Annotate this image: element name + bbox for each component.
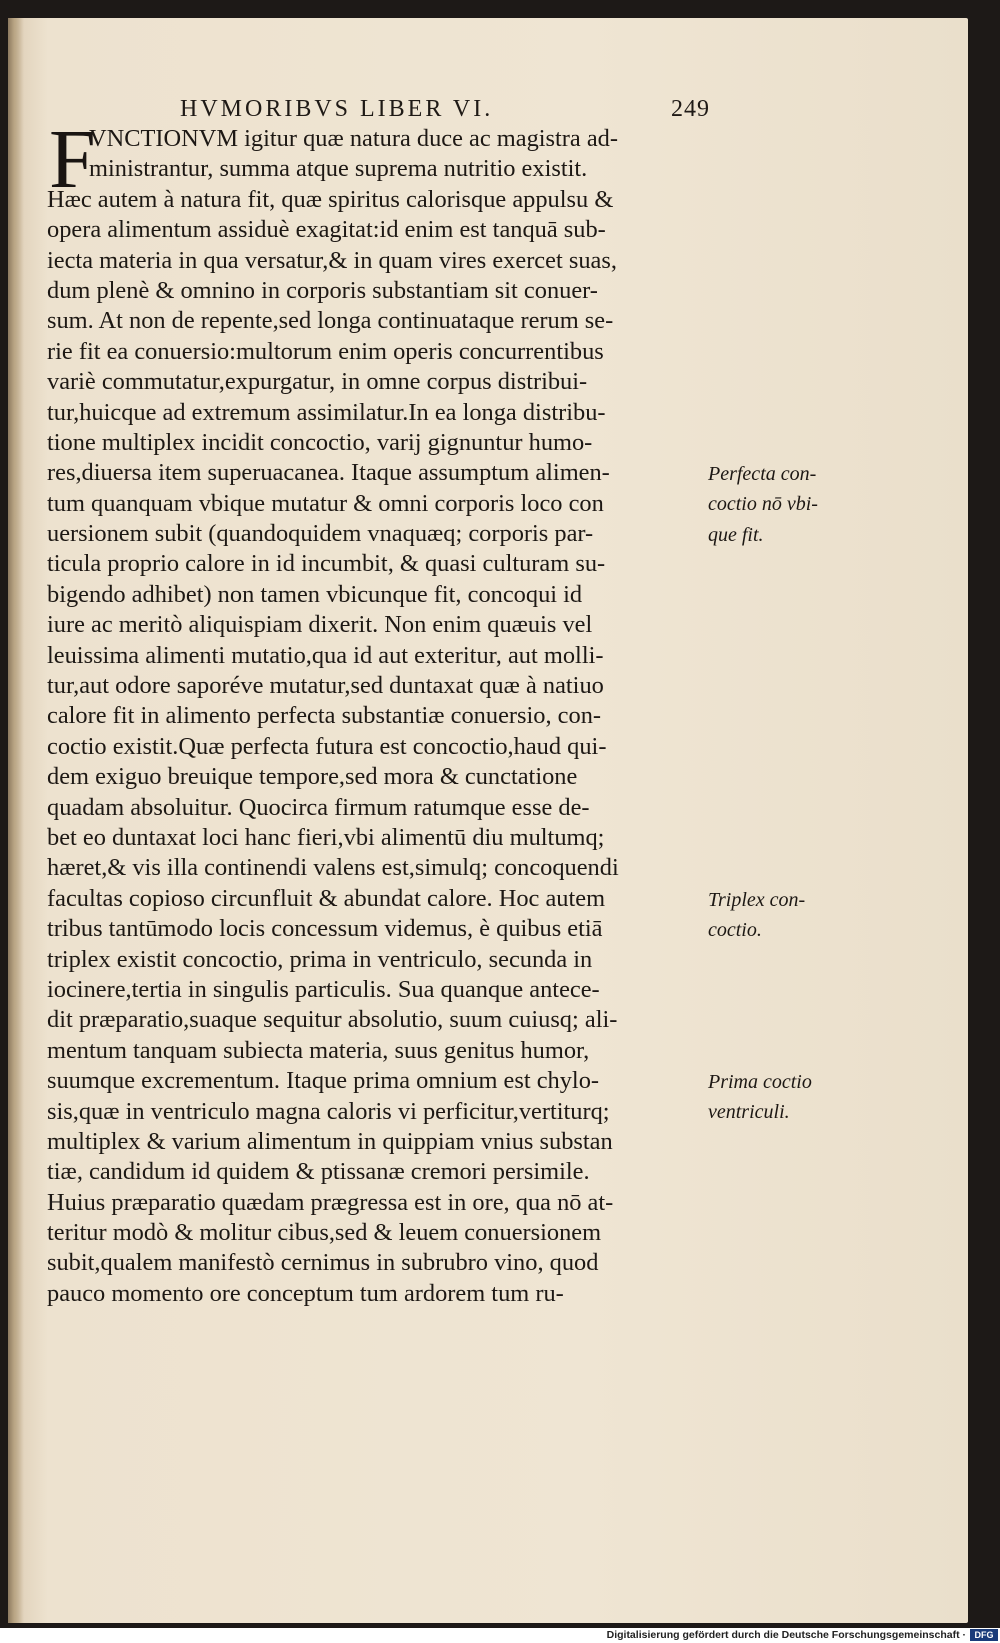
marginal-note bbox=[708, 1067, 868, 1128]
marginal-note-line: Perfecta con- bbox=[708, 463, 817, 485]
text-line: dit præparatio,suaque sequitur absolutio, suum cuiusq; ali- bbox=[47, 1006, 618, 1034]
text-line: tur,huicque ad extremum assimilatur.In ea longa distribu- bbox=[47, 398, 606, 426]
running-header bbox=[180, 92, 710, 126]
text-line: Hæc autem à natura fit, quæ spiritus calorisque appulsu & bbox=[47, 185, 614, 213]
text-line: variè commutatur,expurgatur, in omne corpus distribui- bbox=[47, 368, 588, 396]
running-title: HVMORIBVS LIBER VI. bbox=[180, 96, 494, 122]
marginal-note-line: que fit. bbox=[708, 523, 764, 546]
text-line: hæret,& vis illa continendi valens est,simulq; concoquendi bbox=[47, 854, 619, 882]
text-line: Huius præparatio quædam prægressa est in ore, qua nō at- bbox=[47, 1188, 614, 1216]
funding-credit: Digitalisierung gefördert durch die Deutsche Forschungsgemeinschaft · bbox=[606, 1629, 966, 1641]
text-line: sum. At non de repente,sed longa continuataque rerum se- bbox=[47, 307, 614, 335]
text-line: tiæ, candidum id quidem & ptissanæ cremori persimile. bbox=[47, 1158, 590, 1186]
text-line: subit,qualem manifestò cernimus in subrubro vino, quod bbox=[47, 1249, 599, 1277]
text-line: opera alimentum assiduè exagitat:id enim est tanquā sub- bbox=[47, 216, 606, 244]
drop-cap-initial: F bbox=[49, 113, 96, 206]
marginal-note-line: coctio. bbox=[708, 919, 762, 942]
text-line: res,diuersa item superuacanea. Itaque assumptum alimen- bbox=[47, 459, 610, 487]
marginal-note-line: coctio nō vbi- bbox=[708, 493, 818, 516]
text-line: tione multiplex incidit concoctio, varij gignuntur humo- bbox=[47, 428, 593, 456]
text-line: VNCTIONVM igitur quæ natura duce ac magistra ad- bbox=[89, 125, 618, 152]
text-line: tum quanquam vbique mutatur & omni corporis loco con bbox=[47, 489, 604, 517]
text-line: iecta materia in qua versatur,& in quam vires exercet suas, bbox=[47, 246, 617, 274]
text-line: coctio existit.Quæ perfecta futura est concoctio,haud qui- bbox=[47, 732, 607, 760]
text-line: sis,quæ in ventriculo magna caloris vi perficitur,vertiturq; bbox=[47, 1097, 610, 1125]
text-line: multiplex & varium alimentum in quippiam vnius substan bbox=[47, 1127, 613, 1155]
text-line: leuissima alimenti mutatio,qua id aut exteritur, aut molli- bbox=[47, 641, 604, 669]
text-line: bigendo adhibet) non tamen vbicunque fit, concoqui id bbox=[47, 580, 583, 608]
text-line: suumque excrementum. Itaque prima omnium est chylo- bbox=[47, 1067, 600, 1095]
main-text-block bbox=[47, 113, 697, 1309]
text-line: iocinere,tertia in singulis particulis. Sua quanque antece- bbox=[47, 975, 600, 1003]
marginal-note-line: ventriculi. bbox=[708, 1101, 790, 1124]
text-line: bet eo duntaxat loci hanc fieri,vbi alimentū diu multumq; bbox=[47, 823, 605, 851]
marginal-note bbox=[708, 885, 868, 946]
text-line: uersionem subit (quandoquidem vnaquæq; corporis par- bbox=[47, 520, 594, 548]
text-line: mentum tanquam subiecta materia, suus genitus humor, bbox=[47, 1036, 590, 1064]
text-line: dem exiguo breuique tempore,sed mora & cunctatione bbox=[47, 763, 578, 791]
dfg-logo: DFG bbox=[970, 1629, 998, 1641]
marginal-note bbox=[708, 459, 868, 550]
text-line: dum plenè & omnino in corporis substantiam sit conuer- bbox=[47, 276, 598, 304]
text-line: tribus tantūmodo locis concessum videmus, è quibus etiā bbox=[47, 915, 603, 943]
page-number: 249 bbox=[671, 96, 710, 122]
text-line: quadam absoluitur. Quocirca firmum ratumque esse de- bbox=[47, 793, 590, 821]
digitization-footer bbox=[0, 1628, 1000, 1643]
text-line: ministrantur, summa atque suprema nutritio existit. bbox=[89, 155, 588, 183]
marginal-note-line: Triplex con- bbox=[708, 889, 806, 911]
text-line: pauco momento ore conceptum tum ardorem tum ru- bbox=[47, 1279, 564, 1307]
marginal-note-line: Prima coctio bbox=[708, 1071, 812, 1093]
text-line: teritur modò & molitur cibus,sed & leuem conuersionem bbox=[47, 1219, 602, 1247]
text-line: facultas copioso circunfluit & abundat calore. Hoc autem bbox=[47, 884, 606, 912]
text-line: triplex existit concoctio, prima in ventriculo, secunda in bbox=[47, 945, 593, 973]
page-gutter-shadow bbox=[8, 18, 24, 1623]
text-line: iure ac meritò aliquispiam dixerit. Non enim quæuis vel bbox=[47, 611, 593, 639]
text-line: ticula proprio calore in id incumbit, & quasi culturam su- bbox=[47, 550, 606, 578]
text-line: calore fit in alimento perfecta substantiæ conuersio, con- bbox=[47, 702, 602, 730]
text-line: tur,aut odore saporéve mutatur,sed duntaxat quæ à natiuo bbox=[47, 672, 604, 700]
text-line: rie fit ea conuersio:multorum enim operis concurrentibus bbox=[47, 337, 604, 365]
